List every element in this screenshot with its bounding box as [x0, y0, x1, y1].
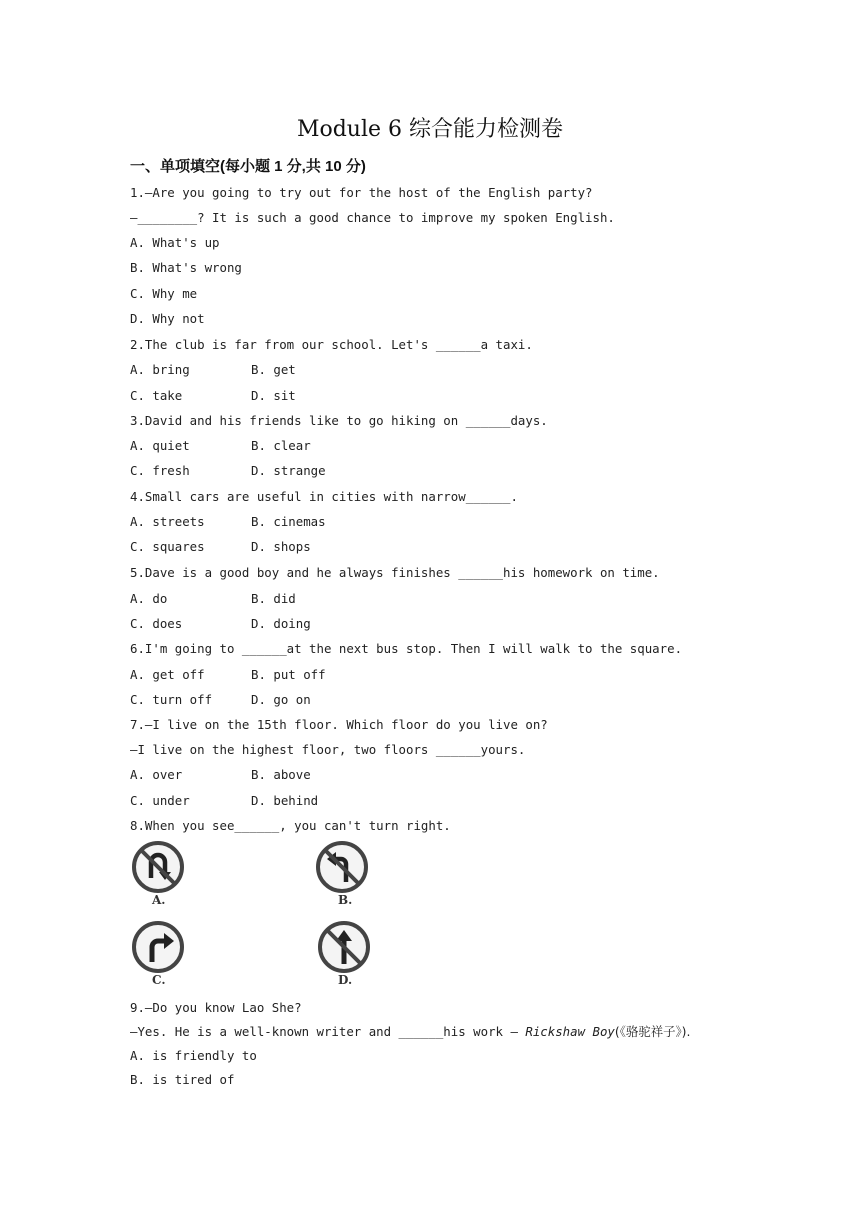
q4-option-b: B. cinemas [251, 514, 326, 529]
q9-option-b: B. is tired of [130, 1072, 235, 1087]
q6-option-b: B. put off [251, 667, 326, 682]
q7-reply: —I live on the highest floor, two floors ______yours. [130, 742, 526, 757]
no-left-turn-icon [315, 840, 369, 894]
q6-stem: 6.I'm going to ______at the next bus stop. Then I will walk to the square. [130, 641, 683, 656]
sign-label-d: D. [338, 973, 353, 987]
q7-option-d: D. behind [251, 793, 319, 808]
q4-option-d: D. shops [251, 539, 311, 554]
q5-stem: 5.Dave is a good boy and he always finishes ______his homework on time. [130, 565, 660, 580]
q3-option-d: D. strange [251, 463, 326, 478]
q5-option-a: A. do [130, 591, 168, 606]
right-turn-icon [131, 920, 185, 974]
q6-option-a: A. get off [130, 667, 205, 682]
q3-stem: 3.David and his friends like to go hiking on ______days. [130, 413, 548, 428]
q9-stem: 9.—Do you know Lao She? [130, 1000, 302, 1015]
q4-option-a: A. streets [130, 514, 205, 529]
q2-stem: 2.The club is far from our school. Let's ______a taxi. [130, 337, 533, 352]
q1-stem: 1.—Are you going to try out for the host of the English party? [130, 185, 593, 200]
sign-label-c: C. [152, 973, 166, 987]
q8-stem: 8.When you see______, you can't turn right. [130, 818, 451, 833]
q4-stem: 4.Small cars are useful in cities with narrow______. [130, 489, 518, 504]
q3-option-c: C. fresh [130, 463, 190, 478]
q2-option-a: A. bring [130, 362, 190, 377]
sign-label-a: A. [152, 893, 166, 907]
q3-option-b: B. clear [251, 438, 311, 453]
no-straight-icon [317, 920, 371, 974]
q7-stem: 7.—I live on the 15th floor. Which floor do you live on? [130, 717, 548, 732]
q9-reply [130, 1024, 690, 1040]
q7-option-c: C. under [130, 793, 190, 808]
q9-reply-text: —Yes. He is a well-known writer and ______his work — [130, 1024, 526, 1039]
sign-label-b: B. [338, 893, 353, 907]
q2-option-b: B. get [251, 362, 296, 377]
section-heading: 一、单项填空(每小题 1 分,共 10 分) [130, 158, 366, 175]
q5-option-c: C. does [130, 616, 183, 631]
q9-book-chinese: (《骆驼祥子》). [614, 1024, 691, 1039]
page-title: Module 6 综合能力检测卷 [296, 117, 564, 142]
q7-option-b: B. above [251, 767, 311, 782]
q5-option-b: B. did [251, 591, 296, 606]
q9-book-title: Rickshaw Boy [525, 1024, 615, 1039]
q1-option-a: A. What's up [130, 235, 220, 250]
q6-option-d: D. go on [251, 692, 311, 707]
q1-option-c: C. Why me [130, 286, 198, 301]
q1-option-b: B. What's wrong [130, 260, 242, 275]
q2-option-c: C. take [130, 388, 183, 403]
q4-option-c: C. squares [130, 539, 205, 554]
q9-option-a: A. is friendly to [130, 1048, 257, 1063]
q2-option-d: D. sit [251, 388, 296, 403]
no-u-turn-icon [131, 840, 185, 894]
q1-option-d: D. Why not [130, 311, 205, 326]
q3-option-a: A. quiet [130, 438, 190, 453]
q6-option-c: C. turn off [130, 692, 213, 707]
q5-option-d: D. doing [251, 616, 311, 631]
q1-reply: —________? It is such a good chance to improve my spoken English. [130, 210, 615, 225]
q7-option-a: A. over [130, 767, 183, 782]
